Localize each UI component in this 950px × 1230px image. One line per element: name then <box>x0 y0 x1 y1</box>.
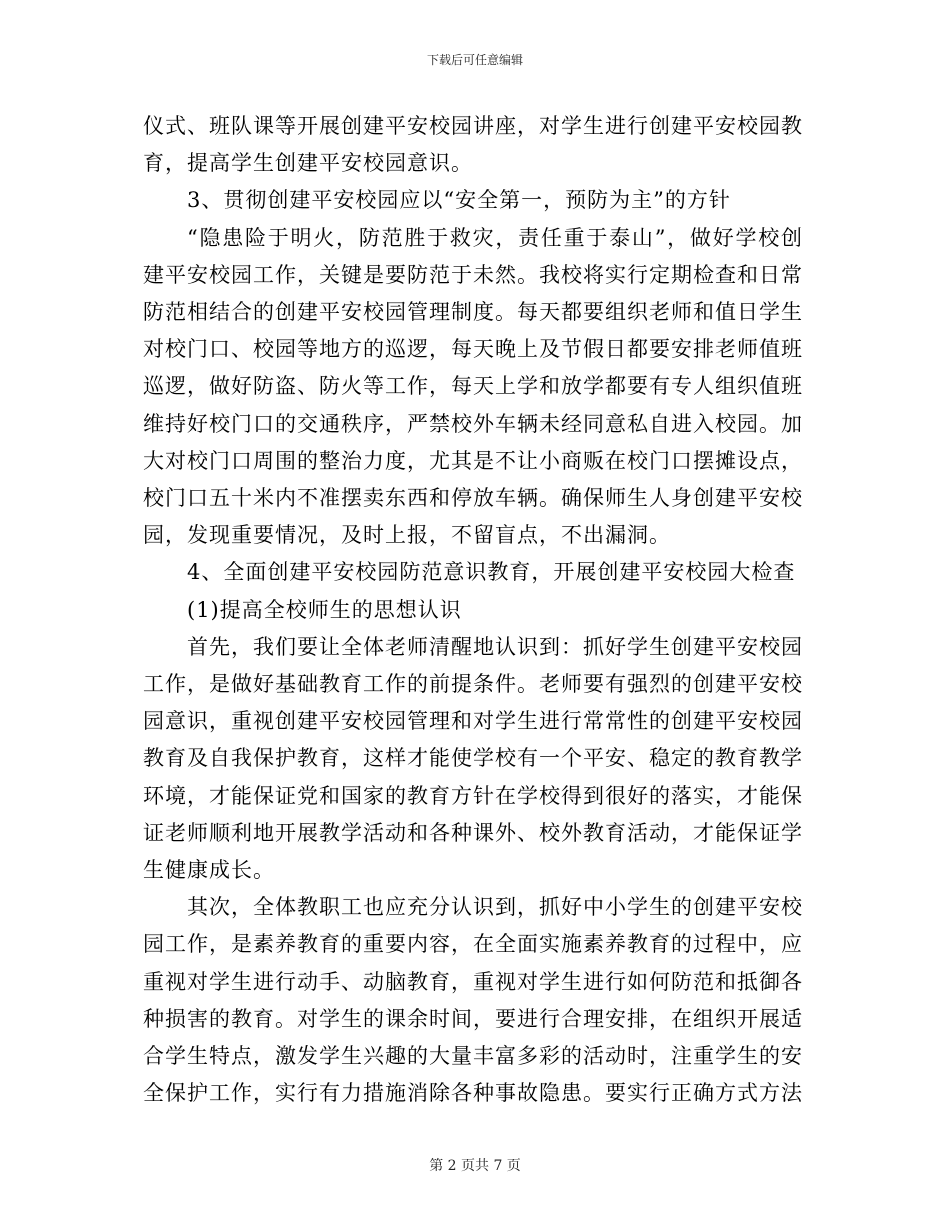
paragraph-1: 仪式、班队课等开展创建平安校园讲座，对学生进行创建平安校园教育，提高学生创建平安校园意识。 <box>143 114 803 176</box>
subsection-heading-1: (1)提高全校师生的思想认识 <box>187 597 462 622</box>
paragraph-3: 首先，我们要让全体老师清醒地认识到：抓好学生创建平安校园工作，是做好基础教育工作的前提条件。老师要有强烈的创建平安校园意识，重视创建平安校园管理和对学生进行常常性的创建平安校园教育及自我保护教育，这样才能使学校有一个平安、稳定的教育教学环境，才能保证党和国家的教育方针在学校得到很好的落实，才能保证老师顺利地开展教学活动和各种课外、校外教育活动，才能保证学生健康成长。 <box>143 634 803 883</box>
document-body <box>143 108 803 1112</box>
paragraph-4: 其次，全体教职工也应充分认识到，抓好中小学生的创建平安校园工作，是素养教育的重要内容，在全面实施素养教育的过程中，应重视对学生进行动手、动脑教育，重视对学生进行如何防范和抵御各种损害的教育。对学生的课余时间，要进行合理安排，在组织开展适合学生特点，激发学生兴趣的大量丰富多彩的活动时，注重学生的安全保护工作，实行有力措施消除各种事故隐患。要实行正确方式方法 <box>143 895 803 1106</box>
page-header: 下载后可任意编辑 <box>426 53 523 67</box>
section-heading-4: 4、全面创建平安校园防范意识教育，开展创建平安校园大检查 <box>187 560 796 585</box>
section-heading-3: 3、贯彻创建平安校园应以“安全第一，预防为主”的方针 <box>187 188 731 213</box>
page-footer: 第 2 页共 7 页 <box>429 1158 521 1174</box>
paragraph-2: “隐患险于明火，防范胜于救灾，责任重于泰山”，做好学校创建平安校园工作，关键是要防范于未然。我校将实行定期检查和日常防范相结合的创建平安校园管理制度。每天都要组织老师和值日学生对校门口、校园等地方的巡逻，每天晚上及节假日都要安排老师值班巡逻，做好防盗、防火等工作，每天上学和放学都要有专人组织值班维持好校门口的交通秩序，严禁校外车辆未经同意私自进入校园。加大对校门口周围的整治力度，尤其是不让小商贩在校门口摆摊设点，校门口五十米内不准摆卖东西和停放车辆。确保师生人身创建平安校园，发现重要情况，及时上报，不留盲点，不出漏洞。 <box>143 225 803 548</box>
